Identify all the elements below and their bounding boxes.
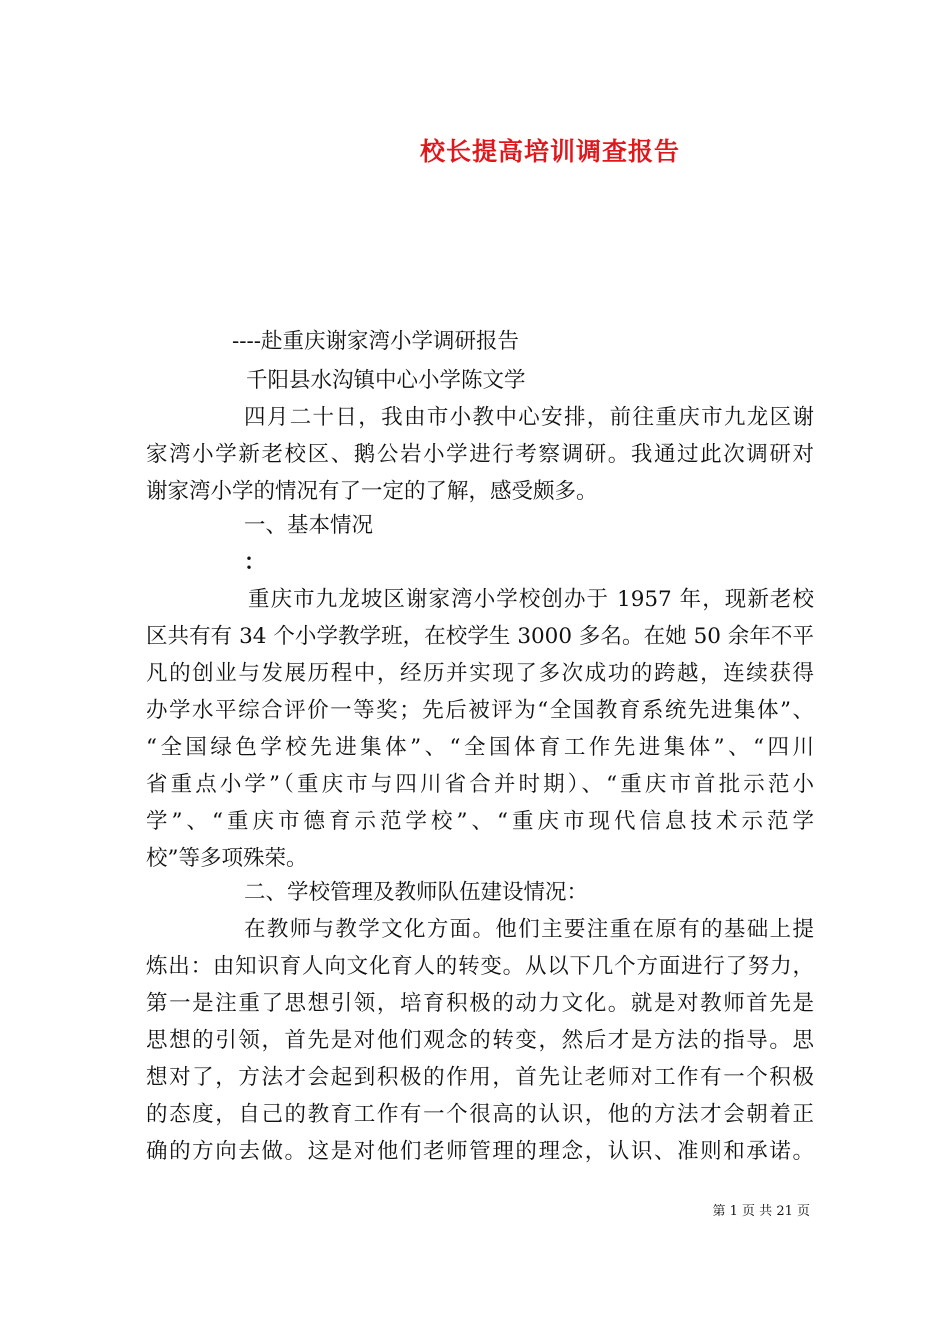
paragraph-line: 谢家湾小学的情况有了一定的了解，感受颇多。 (146, 479, 598, 504)
paragraph-line: 在教师与教学文化方面。他们主要注重在原有的基础上提 (244, 917, 814, 942)
paragraph-line: “全国绿色学校先进集体”、“全国体育工作先进集体”、“四川 (146, 735, 814, 760)
paragraph-line: 办学水平综合评价一等奖；先后被评为“全国教育系统先进集体”、 (146, 698, 814, 723)
paragraph-line: 思想的引领，首先是对他们观念的转变，然后才是方法的指导。思 (146, 1028, 814, 1053)
paragraph-line: 想对了，方法才会起到积极的作用，首先让老师对工作有一个积极 (146, 1065, 814, 1090)
paragraph-line: 学”、“重庆市德育示范学校”、“重庆市现代信息技术示范学 (146, 809, 814, 834)
paragraph-line: 炼出：由知识育人向文化育人的转变。从以下几个方面进行了努力， (146, 954, 814, 979)
colon-mark: ： (244, 550, 266, 575)
section-heading-1: 一、基本情况 (244, 513, 374, 538)
section-heading-2: 二、学校管理及教师队伍建设情况： (244, 880, 589, 905)
page-number: 第 1 页 共 21 页 (712, 1204, 810, 1219)
paragraph-line: 的态度，自己的教育工作有一个很高的认识，他的方法才会朝着正 (146, 1102, 814, 1127)
paragraph-line: 第一是注重了思想引领，培育积极的动力文化。就是对教师首先是 (146, 991, 814, 1016)
document-title: 校长提高培训调查报告 (419, 137, 680, 166)
paragraph-line: 区共有有 34 个小学教学班，在校学生 3000 多名。在她 50 余年不平 (146, 624, 814, 649)
author-line: 千阳县水沟镇中心小学陈文学 (246, 368, 526, 393)
paragraph-line: 校”等多项殊荣。 (146, 846, 308, 871)
paragraph-line: 重庆市九龙坡区谢家湾小学校创办于 1957 年，现新老校 (248, 587, 814, 612)
paragraph-line: 凡的创业与发展历程中，经历并实现了多次成功的跨越，连续获得 (146, 661, 814, 686)
paragraph-line: 确的方向去做。这是对他们老师管理的理念，认识、准则和承诺。 (146, 1139, 814, 1164)
document-subtitle: ----赴重庆谢家湾小学调研报告 (232, 329, 520, 354)
paragraph-line: 家湾小学新老校区、鹅公岩小学进行考察调研。我通过此次调研对 (146, 442, 814, 467)
paragraph-line: 四月二十日，我由市小教中心安排，前往重庆市九龙区谢 (244, 405, 814, 430)
paragraph-line: 省重点小学”（重庆市与四川省合并时期）、“重庆市首批示范小 (146, 772, 814, 797)
